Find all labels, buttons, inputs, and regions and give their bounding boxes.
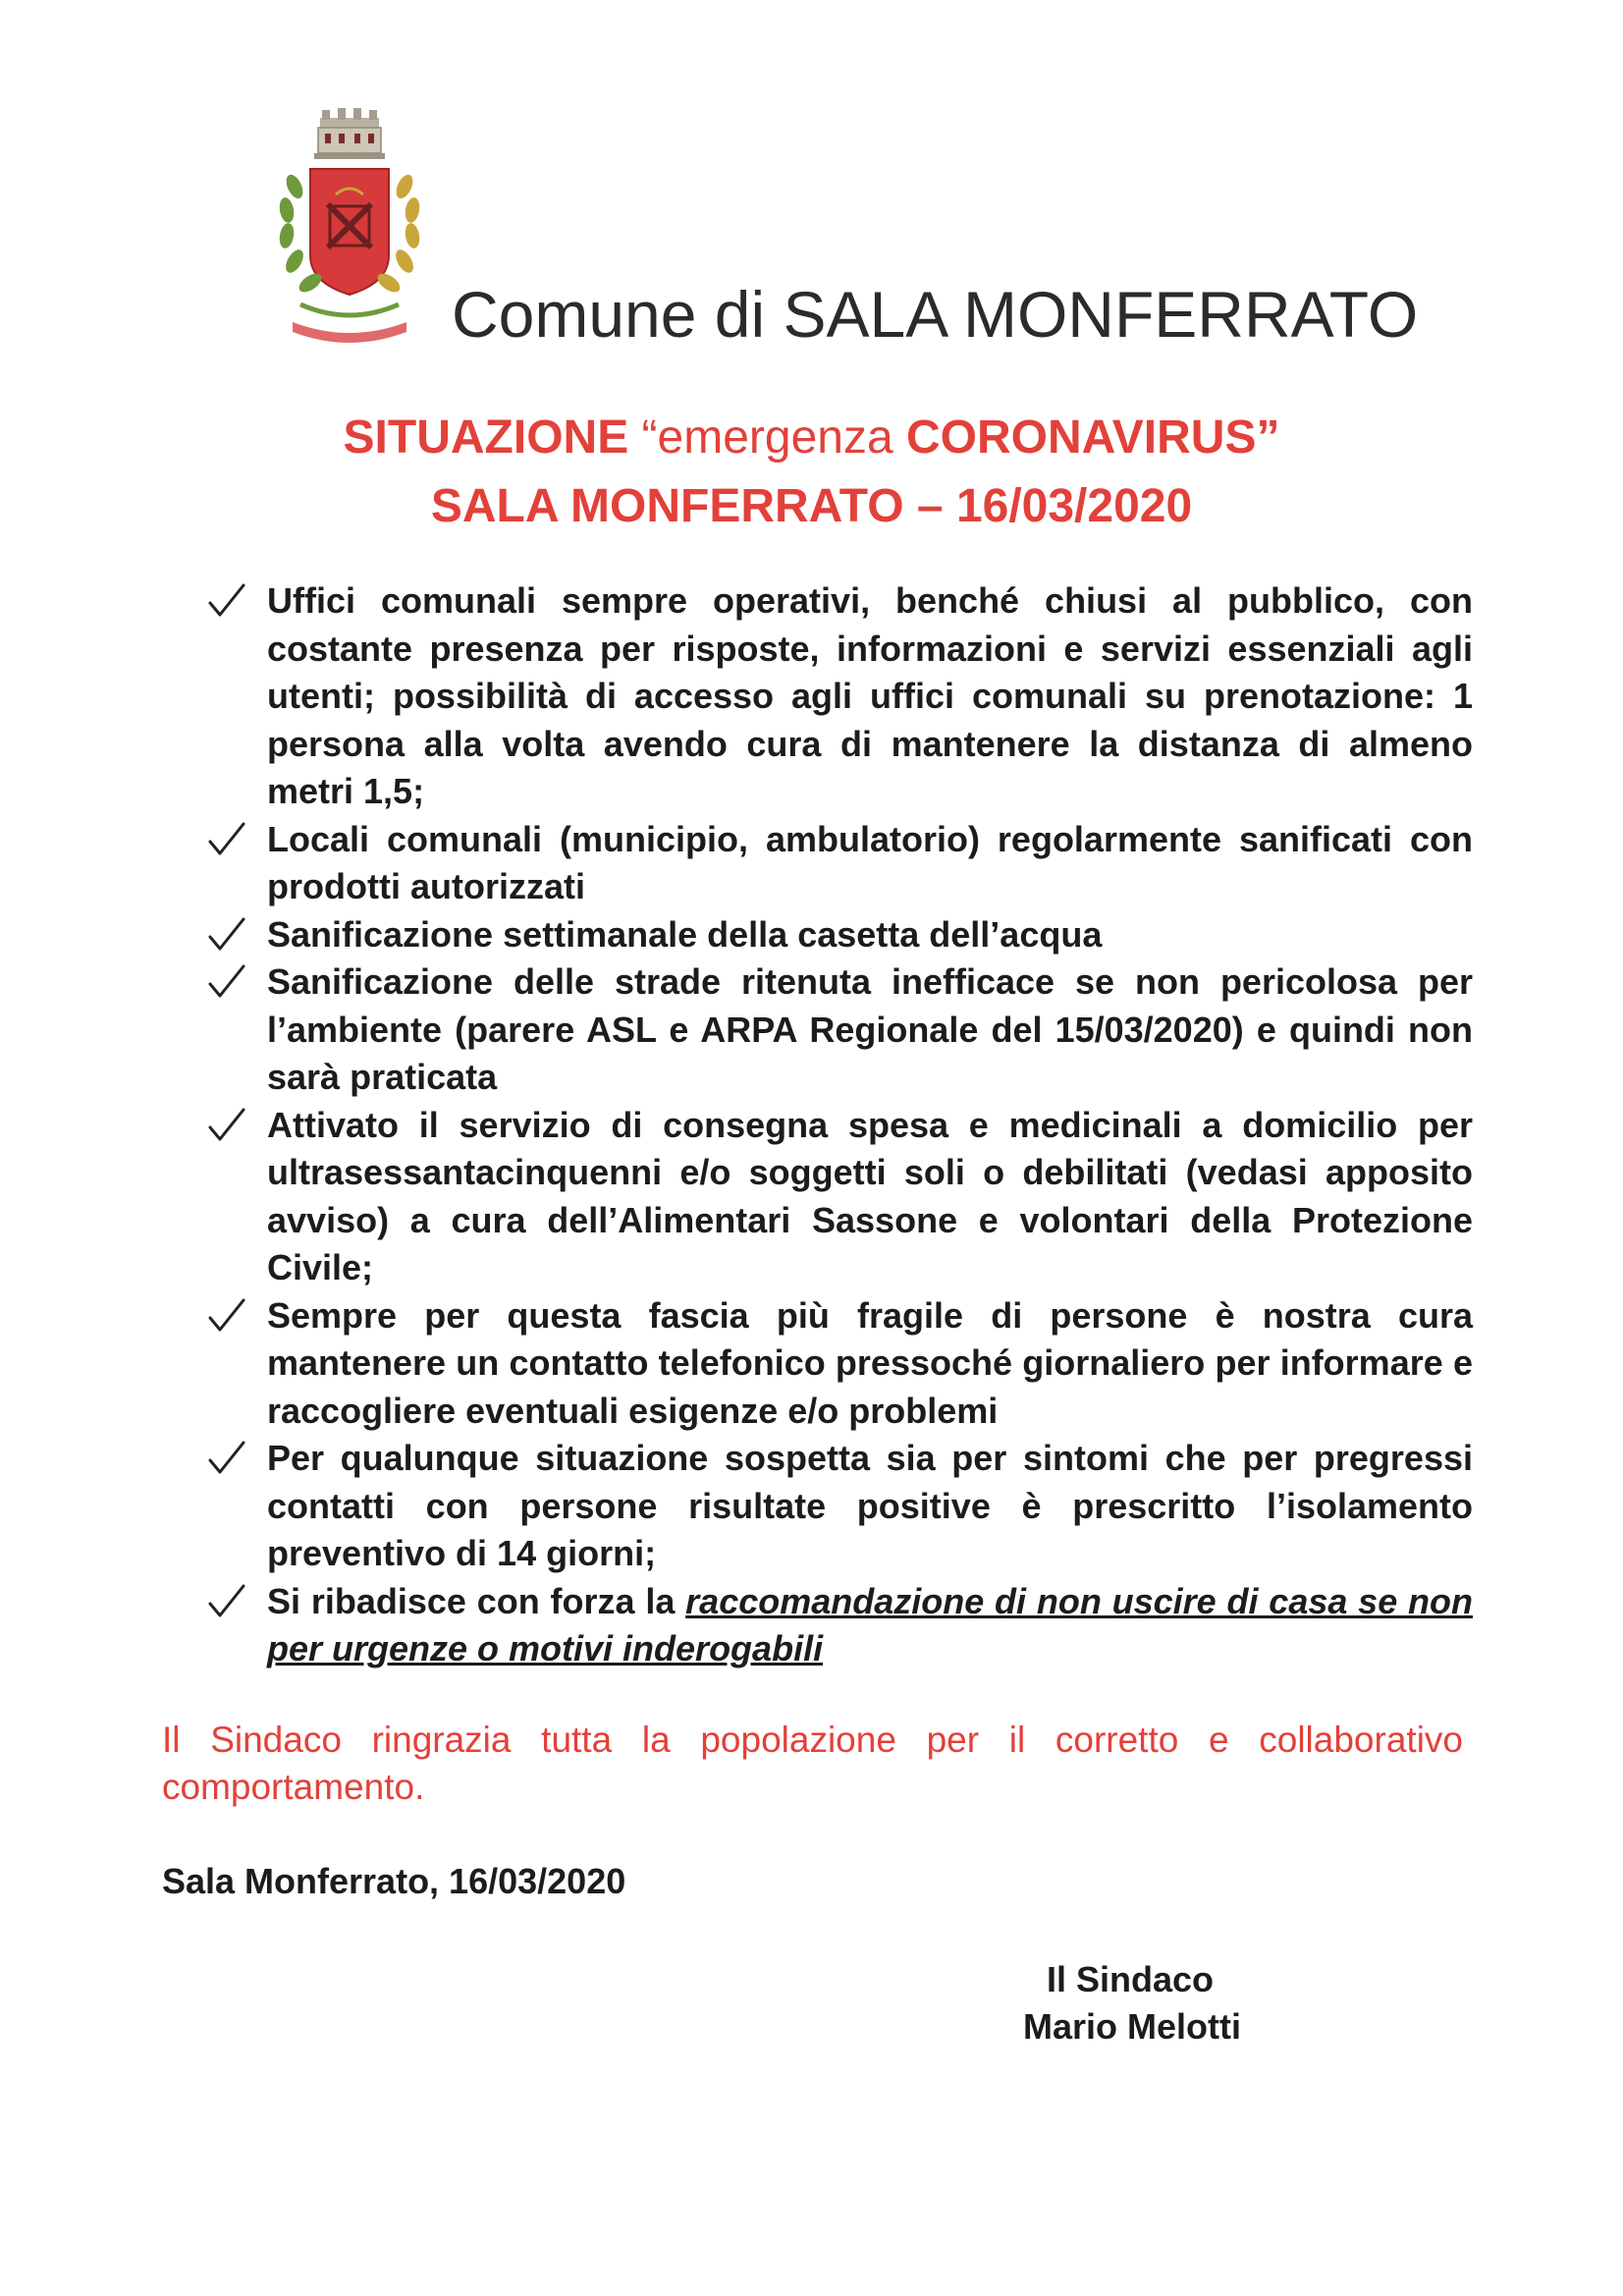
headline-line-1 — [196, 410, 1427, 465]
list-item-text: Locali comunali (municipio, ambulatorio) regolarmente sanificati con prodotti autorizzati — [267, 818, 1473, 906]
signature-name: Mario Melotti — [1023, 2006, 1241, 2047]
check-icon — [206, 820, 247, 859]
place-date: Sala Monferrato, 16/03/2020 — [162, 1861, 626, 1901]
check-icon — [206, 1296, 247, 1336]
list-item-text: Sanificazione settimanale della casetta dell’acqua — [267, 913, 1103, 955]
list-item-text: Si ribadisce con forza la — [267, 1580, 686, 1621]
check-icon — [206, 1439, 247, 1478]
headline-emphasis: “emergenza — [641, 411, 893, 464]
list-item — [206, 958, 1473, 1102]
check-icon — [206, 915, 247, 955]
signature-role: Il Sindaco — [1047, 1959, 1215, 1999]
list-item-text: Uffici comunali sempre operativi, benché chiusi al pubblico, con costante presenza per risposte, informazioni e servizi essenziali agli utenti; possibilità di accesso agli uffici comunali su prenotazione: 1 persona alla volta avendo cura di mantenere la distanza di almeno metri 1,5; — [267, 580, 1473, 811]
list-item-text: Sanificazione delle strade ritenuta inefficace se non pericolosa per l’ambiente (parere ASL e ARPA Regionale del 15/03/2020) e quindi non sarà praticata — [267, 961, 1473, 1097]
list-item-text: Attivato il servizio di consegna spesa e medicinali a domicilio per ultrasessantacinquenni e/o soggetti soli o debilitati (vedasi apposito avviso) a cura dell’Alimentari Sassone e volontari della Protezione Civile; — [267, 1104, 1473, 1287]
municipal-crest-icon — [271, 108, 428, 349]
municipality-title: Comune di SALA MONFERRATO — [452, 278, 1419, 351]
list-item — [206, 1578, 1473, 1673]
headline-suffix: CORONAVIRUS” — [893, 411, 1280, 464]
list-item-text: Sempre per questa fascia più fragile di persone è nostra cura mantenere un contatto telefonico pressoché giornaliero per informare e raccogliere eventuali esigenze e/o problemi — [267, 1294, 1473, 1431]
list-item — [206, 1435, 1473, 1578]
check-icon — [206, 962, 247, 1002]
headline-line-2: SALA MONFERRATO – 16/03/2020 — [430, 480, 1193, 532]
check-icon — [206, 1106, 247, 1145]
headline-prefix: SITUAZIONE — [343, 411, 642, 464]
list-item — [206, 816, 1473, 911]
check-icon — [206, 581, 247, 621]
check-icon — [206, 1582, 247, 1621]
recommendation-emphasis: raccomandazione di non uscire di casa se non per urgenze o motivi inderogabili — [267, 1580, 1473, 1668]
list-item — [206, 1102, 1473, 1292]
list-item — [206, 577, 1473, 816]
list-item-text: Per qualunque situazione sospetta sia per sintomi che per pregressi contatti con persone risultate positive è prescritto l’isolamento preventivo di 14 giorni; — [267, 1438, 1473, 1573]
thanks-message: Il Sindaco ringrazia tutta la popolazione per il corretto e collaborativo comportamento. — [162, 1720, 1463, 1807]
list-item — [206, 1292, 1473, 1436]
list-item — [206, 911, 1473, 959]
measures-list — [206, 577, 1473, 1673]
